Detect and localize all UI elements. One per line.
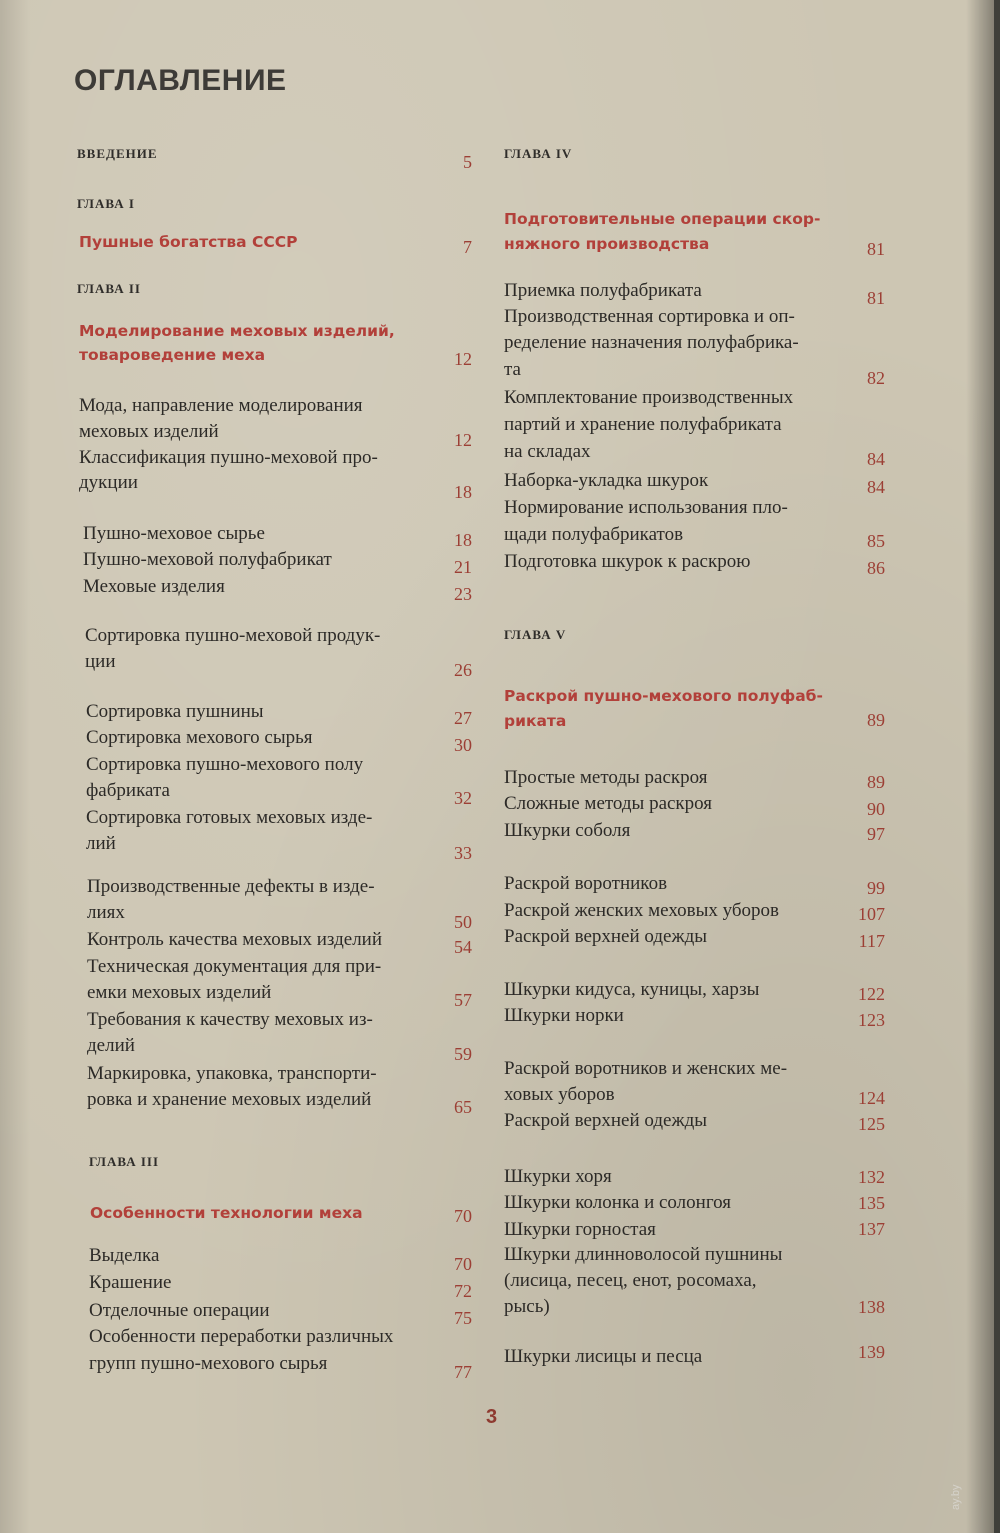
toc-entry-line: дукции [79,472,138,493]
toc-entry-line: Шкурки горностая [504,1219,656,1240]
toc-page-number: 23 [454,584,472,604]
toc-entry-line: Раскрой верхней одежды [504,926,708,947]
page-title: ОГЛАВЛЕНИЕ [74,64,287,97]
toc-page-number: 32 [454,788,472,808]
toc-page-number: 12 [454,430,472,450]
chapter-title: Раскрой пушно-мехового полуфаб- [504,687,823,705]
toc-page-number: 59 [454,1044,472,1064]
toc-entry-line: Раскрой женских меховых уборов [504,900,779,921]
toc-page-number: 21 [454,557,472,577]
toc-entry-line: Шкурки соболя [504,820,631,841]
toc-page-number: 99 [867,878,885,898]
toc-entry-line: Техническая документация для при- [87,956,382,977]
toc-page-number: 132 [858,1167,885,1187]
toc-entry-line: щади полуфабрикатов [504,524,684,545]
page-number: 3 [486,1406,498,1428]
toc-entry-line: Мода, направление моделирования [79,395,363,416]
toc-entry-line: делий [87,1035,135,1056]
chapter-title: Моделирование меховых изделий, [79,322,395,340]
toc-page-number: 77 [454,1362,472,1382]
toc-page-number: 54 [454,937,472,957]
toc-page-number: 107 [858,904,885,924]
toc-page-number: 125 [858,1114,885,1134]
toc-entry-line: лиях [87,902,125,923]
toc-entry-line: Шкурки колонка и солонгоя [504,1192,732,1213]
toc-entry-line: Наборка-укладка шкурок [504,470,709,491]
chapter-title: товароведение меха [79,346,266,364]
chapter-label: ГЛАВА II [77,281,141,296]
toc-page-number: 135 [858,1193,885,1213]
toc-page-number: 81 [867,288,885,308]
toc-page-number: 70 [454,1206,472,1226]
toc-page-number: 26 [454,660,472,680]
toc-entry-line: Шкурки норки [504,1005,624,1026]
toc-page-number: 97 [867,824,885,844]
toc-entry-line: меховых изделий [79,421,219,442]
toc-entry-line: Раскрой воротников и женских ме- [504,1058,788,1079]
toc-entry-line: фабриката [86,780,170,801]
chapter-title: Особенности технологии меха [90,1204,363,1222]
toc-entry-line: Пушно-меховое сырье [83,523,265,544]
toc-entry-line: Особенности переработки различных [89,1326,394,1347]
toc-entry-line: Нормирование использования пло- [504,497,788,518]
toc-entry-line: Пушно-меховой полуфабрикат [83,549,332,570]
toc-entry-line: Требования к качеству меховых из- [87,1009,373,1030]
toc-entry-line: Шкурки кидуса, куницы, харзы [504,979,760,1000]
toc-page-number: 89 [867,710,885,730]
toc-page-number: 81 [867,239,885,259]
chapter-label: ГЛАВА I [77,196,135,211]
toc-entry-line: Сортировка пушно-меховой продук- [85,625,381,646]
toc-entry-line: Сложные методы раскроя [504,793,713,814]
chapter-title: Подготовительные операции скор- [504,210,821,228]
toc-entry-line: Производственные дефекты в изде- [87,876,375,897]
toc-entry-line: Шкурки хоря [504,1166,612,1187]
toc-page-number: 7 [463,237,472,257]
toc-entry-line: Приемка полуфабриката [504,280,702,301]
toc-page-number: 90 [867,799,885,819]
toc-entry-line: Сортировка готовых меховых изде- [86,807,373,828]
toc-entry-line: ровка и хранение меховых изделий [87,1089,372,1110]
toc-page-number: 65 [454,1097,472,1117]
toc-entry-line: Подготовка шкурок к раскрою [504,551,751,572]
toc-page-number: 124 [858,1088,885,1108]
toc-entry-line: Шкурки длинноволосой пушнины [504,1244,783,1265]
toc-entry-line: Сортировка пушнины [86,701,264,722]
toc-entry-line: Комплектование производственных [504,387,794,408]
toc-page-number: 138 [858,1297,885,1317]
toc-page-number: 30 [454,735,472,755]
toc-entry-line: Раскрой верхней одежды [504,1110,708,1131]
toc-entry-line: Отделочные операции [89,1300,270,1321]
toc-entry-line: та [504,359,521,380]
toc-page-number: 72 [454,1281,472,1301]
toc-page-number: 70 [454,1254,472,1274]
chapter-title: Пушные богатства СССР [79,233,298,251]
toc-entry-line: емки меховых изделий [87,982,272,1003]
toc-page-number: 137 [858,1219,885,1239]
toc-entry-line: Раскрой воротников [504,873,668,894]
toc-entry-line: ховых уборов [504,1084,615,1105]
toc-entry-line: рысь) [504,1296,550,1317]
toc-page-number: 123 [858,1010,885,1030]
chapter-label: ГЛАВА V [504,627,567,642]
toc-entry-line: партий и хранение полуфабриката [504,414,782,435]
toc-page-number: 57 [454,990,472,1010]
toc-page-number: 75 [454,1308,472,1328]
toc-entry-line: Классификация пушно-меховой про- [79,447,378,468]
toc-entry-line: Выделка [89,1245,160,1266]
toc-page-number: 12 [454,349,472,369]
toc-entry-line: ции [85,651,116,672]
toc-entry-line: ределение назначения полуфабрика- [504,332,799,353]
toc-entry-line: Маркировка, упаковка, транспорти- [87,1063,377,1084]
toc-page-number: 122 [858,984,885,1004]
toc-entry-line: на складах [504,441,591,462]
toc-entry-line: лий [86,833,116,854]
toc-entry-line: Сортировка мехового сырья [86,727,313,748]
toc-page-number: 85 [867,531,885,551]
toc-entry-line: Простые методы раскроя [504,767,708,788]
page-edge-shadow [966,0,994,1533]
toc-page-number: 18 [454,482,472,502]
toc-page-number: 139 [858,1342,885,1362]
toc-page-number: 82 [867,368,885,388]
toc-page-number: 117 [858,931,885,951]
toc-entry-line: (лисица, песец, енот, росомаха, [504,1270,757,1291]
toc-page-number: 33 [454,843,472,863]
toc-page-number: 50 [454,912,472,932]
toc-entry-line: Крашение [89,1272,172,1293]
toc-page-number: 18 [454,530,472,550]
toc-page-number: 27 [454,708,472,728]
toc-entry-line: Контроль качества меховых изделий [87,929,383,950]
chapter-title: риката [504,712,567,730]
toc-page-number: 84 [867,449,885,469]
toc-entry-line: групп пушно-мехового сырья [89,1353,328,1374]
chapter-title: няжного производства [504,235,710,253]
chapter-label: ВВЕДЕНИЕ [77,146,158,161]
toc-entry-line: Сортировка пушно-мехового полу [86,754,364,775]
toc-entry-line: Меховые изделия [83,576,225,597]
toc-page-number: 5 [463,152,472,172]
toc-page-number: 89 [867,772,885,792]
watermark: ay.by [950,1484,962,1510]
toc-entry-line: Шкурки лисицы и песца [504,1346,703,1367]
toc-page-number: 86 [867,558,885,578]
toc-entry-line: Производственная сортировка и оп- [504,306,795,327]
chapter-label: ГЛАВА IV [504,146,573,161]
toc-page-number: 84 [867,477,885,497]
chapter-label: ГЛАВА III [89,1154,160,1169]
